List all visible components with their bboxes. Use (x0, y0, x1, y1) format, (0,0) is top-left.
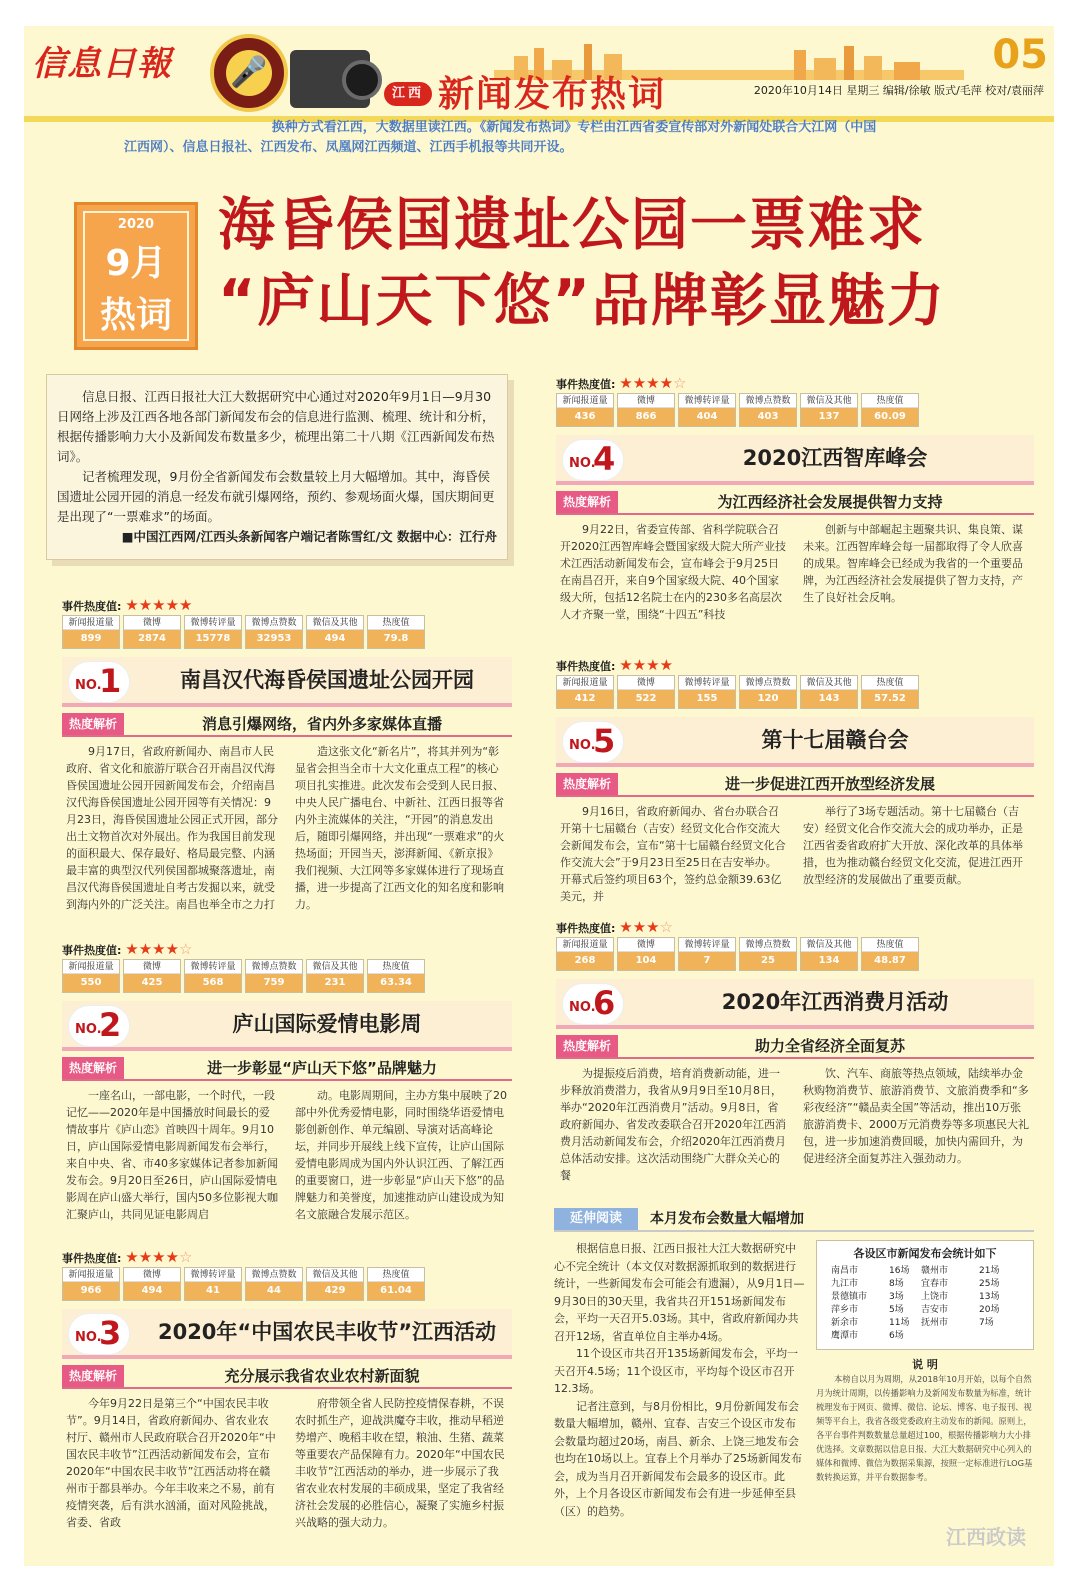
star-rating-icon: ★★★★★ (125, 596, 193, 614)
analysis-bar (62, 1055, 512, 1081)
stat-value: 25 (740, 952, 796, 970)
stat-value: 143 (801, 690, 857, 708)
heat-label: 事件热度值: (62, 944, 122, 957)
stat-cell (739, 675, 797, 709)
headline-line-2: “庐山天下悠”品牌彰显魅力 (218, 268, 946, 334)
stat-key: 新闻报道量 (63, 616, 119, 630)
city-count: 8场 (889, 1279, 904, 1289)
stat-cell (617, 675, 675, 709)
stat-cell (62, 959, 120, 993)
city-name: 萍乡市 (831, 1305, 859, 1315)
stat-value: 137 (801, 408, 857, 426)
star-empty-icon: ☆ (179, 1248, 193, 1266)
stat-cell (739, 393, 797, 427)
article-col-2: 动。电影周期间，主办方集中展映了20部中外优秀爱情电影，同时围绕华语爱情电影创新创作、单元编剧、导演对话高峰论坛，并同步开展线上线下宣传，让庐山国际爱情电影周成为国内外认识江西、了解江西的重要窗口，进一步彰显“庐山天下悠”的品牌魅力和美誉度，加速推动庐山建设成为知名文旅融合发展示范区。 (295, 1089, 507, 1221)
analysis-bar (556, 771, 1034, 797)
rank-title-bar (62, 1309, 512, 1359)
stat-key: 微博点赞数 (246, 616, 302, 630)
rank-title-bar (62, 657, 512, 707)
stat-key: 微博 (124, 616, 180, 630)
city-stats-box (816, 1240, 1034, 1350)
article-body (556, 521, 1034, 641)
extended-reading-body (554, 1240, 806, 1520)
analysis-bar (556, 489, 1034, 515)
article-col-2: 举行了3场专题活动。第十七届赣台（吉安）经贸文化合作交流大会的成功举办，正是江西省委省政府扩大开放、深化改革的具体举措，也为推动赣台经贸文化交流，促进江西开放型经济的发展做出了重要贡献。 (803, 805, 1023, 886)
stat-cell (800, 393, 858, 427)
stat-key: 新闻报道量 (63, 1268, 119, 1282)
stat-cell (184, 1267, 242, 1301)
headline-line-1: 海昏侯国遗址公园一票难求 (218, 192, 926, 258)
analysis-tag: 热度解析 (62, 713, 124, 735)
analysis-bar (62, 711, 512, 737)
article-4 (556, 374, 1034, 641)
stats-table (556, 675, 1034, 709)
heat-label: 事件热度值: (556, 660, 616, 673)
article-title: 2020年江西消费月活动 (721, 990, 949, 1014)
article-1 (62, 596, 512, 981)
stat-cell (800, 675, 858, 709)
stat-cell (556, 675, 614, 709)
city-name: 赣州市 (921, 1266, 949, 1276)
stat-cell (678, 675, 736, 709)
stat-key: 微博转评量 (185, 616, 241, 630)
stat-cell (367, 1267, 425, 1301)
article-subtitle: 进一步彰显“庐山天下悠”品牌魅力 (207, 1059, 437, 1077)
stat-key: 热度值 (862, 394, 918, 408)
city-name: 景德镇市 (831, 1292, 868, 1302)
stat-key: 微信及其他 (307, 1268, 363, 1282)
dateline: 2020年10月14日 星期三 编辑/徐敏 版式/毛萍 校对/袁丽萍 (753, 84, 1044, 97)
stat-value: 2874 (124, 630, 180, 648)
stat-cell (367, 615, 425, 649)
city-name: 鹰潭市 (831, 1331, 859, 1341)
stat-value: 412 (557, 690, 613, 708)
stat-value: 268 (557, 952, 613, 970)
stat-cell (245, 1267, 303, 1301)
analysis-tag: 热度解析 (556, 773, 618, 795)
stat-key: 热度值 (862, 676, 918, 690)
stat-cell (123, 959, 181, 993)
stat-key: 微博点赞数 (740, 938, 796, 952)
rank-badge (68, 661, 130, 703)
analysis-bar (556, 1033, 1034, 1059)
rank-title-bar (556, 717, 1034, 767)
star-empty-icon: ☆ (673, 374, 687, 392)
city-name: 上饶市 (921, 1292, 949, 1302)
rank-label: NO. (75, 1330, 102, 1345)
badge-year: 2020 (117, 217, 155, 232)
stat-value: 57.52 (862, 690, 918, 708)
hotword-badge (74, 202, 198, 350)
ext-p1: 根据信息日报、江西日报社大江大数据研究中心不完全统计（本文仅对数据源抓取到的数据进行统计，一些新闻发布会可能会有遗漏），从9月1日—9月30日的30天里，我省共召开151场新闻发布会，平均一天召开5.03场。其中，省政府新闻办共召开12场，省直单位自主举办4场。 (554, 1242, 805, 1343)
stat-key: 微博 (618, 676, 674, 690)
city-count: 5场 (889, 1305, 904, 1315)
heat-rating (556, 918, 1034, 936)
camera-icon (290, 50, 370, 108)
stat-cell (123, 615, 181, 649)
stat-value: 79.8 (368, 630, 424, 648)
heat-rating (62, 940, 512, 958)
stat-value: 60.09 (862, 408, 918, 426)
stat-value: 63.34 (368, 974, 424, 992)
city-stats-title: 各设区市新闻发布会统计如下 (853, 1247, 997, 1260)
stat-cell (62, 1267, 120, 1301)
rank-number: 2 (99, 1006, 122, 1044)
stat-key: 新闻报道量 (63, 960, 119, 974)
stat-key: 新闻报道量 (557, 676, 613, 690)
news-release-emblem (210, 34, 288, 112)
stat-key: 微博 (124, 1268, 180, 1282)
rank-label: NO. (75, 678, 102, 693)
stat-key: 微信及其他 (801, 676, 857, 690)
masthead-logo: 信息日報 (32, 44, 172, 84)
stat-value: 550 (63, 974, 119, 992)
rank-label: NO. (75, 1022, 102, 1037)
section-title: 新闻发布热词 (438, 74, 667, 115)
stat-key: 微博点赞数 (740, 676, 796, 690)
stat-value: 866 (618, 408, 674, 426)
extended-reading-title: 本月发布会数量大幅增加 (650, 1211, 804, 1227)
stat-key: 微博点赞数 (740, 394, 796, 408)
note-title: 说 明 (912, 1358, 938, 1371)
stats-table (62, 959, 512, 993)
badge-month: 9月 (105, 243, 167, 284)
heat-rating (556, 374, 1034, 392)
heat-label: 事件热度值: (556, 922, 616, 935)
article-title: 南昌汉代海昏侯国遗址公园开园 (180, 668, 474, 692)
article-2 (62, 940, 512, 1271)
star-rating-icon: ★★★★ (619, 374, 674, 392)
watermark: 江西政读 (946, 1525, 1026, 1549)
stat-key: 微博转评量 (679, 394, 735, 408)
stat-value: 44 (246, 1282, 302, 1300)
stat-value: 759 (246, 974, 302, 992)
methodology-note: 本榜自以月为周期，从2018年10月开始，以每个自然月为统计周期，以传播影响力及新闻发布数量为标准，统计梳理发布于网页、微博、微信、论坛、博客、电子报刊、视频等平台上，我省各级党委政府主动发布的新闻。原则上，各平台事件判数数量总量超过100，根据传播影响力大小排优选择。文章数据以信息日报、大江大数据研究中心列入的媒体和微博、微信为数据采集源，按照一定标准进行LOG基数转换运算，并平台数据参考。 (816, 1374, 1033, 1482)
stat-value: 404 (679, 408, 735, 426)
stat-value: 494 (124, 1282, 180, 1300)
city-name: 新余市 (831, 1318, 859, 1328)
article-5 (556, 656, 1034, 923)
stat-key: 微博 (124, 960, 180, 974)
star-empty-icon: ☆ (659, 918, 674, 936)
heat-rating (62, 596, 512, 614)
city-count: 6场 (889, 1331, 904, 1341)
article-col-1: 为提振疫后消费，培育消费新动能，进一步释放消费潜力，我省从9月9日至10月8日，举办“2020年江西消费月”活动。9月8日，省政府新闻办、省发改委联合召开2020年江西消费月活动新闻发布会，介绍2020年江西消费月总体活动安排。这次活动围绕广大群众关心的餐 (560, 1067, 786, 1182)
stat-key: 微博转评量 (185, 1268, 241, 1282)
analysis-bar (62, 1363, 512, 1389)
rank-title-bar (556, 435, 1034, 485)
stat-value: 41 (185, 1282, 241, 1300)
stat-cell (617, 393, 675, 427)
rank-number: 5 (593, 722, 616, 760)
city-count: 25场 (979, 1279, 1000, 1289)
analysis-tag: 热度解析 (556, 1035, 618, 1057)
stat-value: 15778 (185, 630, 241, 648)
stat-cell (739, 937, 797, 971)
stat-value: 104 (618, 952, 674, 970)
stat-value: 429 (307, 1282, 363, 1300)
city-count: 21场 (979, 1266, 1000, 1276)
stat-key: 微信及其他 (307, 616, 363, 630)
article-body (556, 803, 1034, 923)
article-body (62, 1395, 512, 1566)
article-subtitle: 进一步促进江西开放型经济发展 (724, 775, 935, 793)
analysis-tag: 热度解析 (556, 491, 618, 513)
stat-cell (245, 615, 303, 649)
stat-cell (617, 937, 675, 971)
region-badge: 江西 (384, 82, 432, 106)
stat-value: 522 (618, 690, 674, 708)
article-col-1: 一座名山，一部电影，一个时代，一段记忆——2020年是中国播放时间最长的爱情故事片《庐山恋》首映四十周年。9月10日，庐山国际爱情电影周新闻发布会举行，来自中央、省、市40多家媒体记者参加新闻发布会。9月20日至26日，庐山国际爱情电影周在庐山盛大举行，国内50多位影视大咖汇聚庐山，共同见证电影周启 (66, 1089, 278, 1221)
rank-number: 4 (593, 440, 616, 478)
city-count: 20场 (979, 1305, 1000, 1315)
article-6 (556, 918, 1034, 1185)
extended-reading-tag: 延伸阅读 (554, 1208, 638, 1230)
article-subtitle: 消息引爆网络，省内外多家媒体直播 (201, 715, 442, 733)
rank-number: 3 (99, 1314, 122, 1352)
lead-credit: ■中国江西网/江西头条新闻客户端记者陈雪红/文 数据中心：江行舟 (121, 529, 497, 544)
city-name: 抚州市 (921, 1318, 949, 1328)
heat-rating (556, 656, 1034, 674)
rank-label: NO. (569, 456, 596, 471)
article-col-2: 府带领全省人民防控疫情保春耕，不误农时抓生产，迎战洪魔夺丰收，推动早稻逆势增产、晚稻丰收在望，粮油、生猪、蔬菜等重要农产品保障有力。2020年“中国农民丰收节”江西活动的举办，进一步展示了我省农业农村发展的丰硕成果，坚定了我省经济社会发展的必胜信心，凝聚了实施乡村振兴战略的强大动力。 (295, 1397, 505, 1529)
article-col-2: 创新与中部崛起主题聚共识、集良策、谋未来。江西智库峰会每一届都取得了令人欣喜的成果。智库峰会已经成为我省的一个重要品牌，为江西经济社会发展提供了智力支持，产生了良好社会反响。 (803, 523, 1023, 604)
rank-badge (68, 1005, 130, 1047)
intro-line-2: 江西网）、信息日报社、江西发布、凤凰网江西频道、江西手机报等共同开设。 (124, 140, 573, 155)
stat-key: 微信及其他 (307, 960, 363, 974)
stat-cell (306, 959, 364, 993)
microphone-icon: 🎤 (226, 50, 272, 96)
article-col-2: 造这张文化“新名片”，将其并列为“彰显省会担当全市十大文化重点工程”的核心项目扎实推进。此次发布会受到人民日报、中央人民广播电台、中新社、江西日报等省内外主流媒体的关注，“开园”的消息发出后，随即引爆网络，并出现“一票难求”的火热场面；开园当天，澎湃新闻、《新京报》我们视频、大江网等多家媒体进行了现场直播，进一步提高了江西文化的知名度和影响力。 (295, 745, 505, 911)
stat-cell (861, 393, 919, 427)
stat-value: 120 (740, 690, 796, 708)
city-name: 南昌市 (831, 1266, 859, 1276)
article-subtitle: 为江西经济社会发展提供智力支持 (717, 493, 943, 511)
analysis-tag: 热度解析 (62, 1365, 124, 1387)
stat-key: 新闻报道量 (557, 938, 613, 952)
stat-key: 微博 (618, 938, 674, 952)
city-stats-grid (831, 1265, 1033, 1343)
stat-cell (306, 615, 364, 649)
stat-key: 热度值 (368, 616, 424, 630)
article-col-1: 9月17日，省政府新闻办、南昌市人民政府、省文化和旅游厅联合召开南昌汉代海昏侯国遗址公园开园新闻发布会，介绍南昌汉代海昏侯国遗址公园开园等有关情况：9月23日，海昏侯国遗址公园正式开园，部分出土文物首次对外展出。作为我国目前发现的面积最大、保存最好、格局最完整、内涵最丰富的典型汉代列侯国都城聚落遗址，南昌汉代海昏侯国遗址自考古发掘以来，就受到海内外的广泛关注。南昌也举全市之力打 (66, 745, 278, 911)
stat-cell (800, 937, 858, 971)
lead-p2: 记者梳理发现，9月份全省新闻发布会数量较上月大幅增加。其中，海昏侯国遗址公园开园的消息一经发布就引爆网络，预约、参观场面火爆，国庆期间更是出现了“一票难求”的场面。 (57, 469, 495, 524)
stat-value: 899 (63, 630, 119, 648)
stat-cell (861, 937, 919, 971)
article-col-1: 9月22日，省委宣传部、省科学院联合召开2020江西智库峰会暨国家级大院大所产业技术江西活动新闻发布会，宣布峰会于9月25日在南昌召开，来自9个国家级大院、40个国家级大所，包括12名院士在内的230多名高层次人才齐聚一堂，围绕“十四五”科技 (560, 523, 786, 621)
heat-label: 事件热度值: (62, 600, 122, 613)
article-title: 2020江西智库峰会 (742, 446, 928, 470)
stat-value: 436 (557, 408, 613, 426)
rank-badge (68, 1313, 130, 1355)
stat-key: 微博点赞数 (246, 1268, 302, 1282)
city-name: 九江市 (831, 1279, 859, 1289)
city-count: 3场 (889, 1292, 904, 1302)
ext-p3: 记者注意到，与8月份相比，9月份新闻发布会数量大幅增加，赣州、宜春、吉安三个设区市发布会数量均超过20场，南昌、新余、上饶三地发布会也均在10场以上。宜春上个月举办了25场新闻发布会，成为当月召开新闻发布会最多的设区市。此外，上个月各设区市新闻发布会有进一步延伸至县（区）的趋势。 (554, 1399, 802, 1518)
stat-key: 微博点赞数 (246, 960, 302, 974)
stat-cell (367, 959, 425, 993)
stat-value: 155 (679, 690, 735, 708)
stat-value: 494 (307, 630, 363, 648)
stat-key: 热度值 (368, 960, 424, 974)
article-body (556, 1065, 1034, 1185)
lead-p1: 信息日报、江西日报社大江大数据研究中心通过对2020年9月1日—9月30日网络上涉及江西各地各部门新闻发布会的信息进行监测、梳理、统计和分析，根据传播影响力大小及新闻发布数量多少，梳理出第二十八期《江西新闻发布热词》。 (57, 389, 495, 464)
article-title: 第十七届赣台会 (761, 728, 909, 752)
star-rating-icon: ★★★★ (125, 1248, 180, 1266)
stats-table (62, 1267, 512, 1301)
article-3 (62, 1248, 512, 1566)
stat-value: 425 (124, 974, 180, 992)
article-col-2: 饮、汽车、商旅等热点领域，陆续举办金秋购物消费节、旅游消费节、文旅消费季和“多彩夜经济”“赣品卖全国”等活动，推出10万张旅游消费卡、2000万元消费券等多项惠民大礼包，进一步加速消费回暖，加快内需回升，为促进经济全面复苏注入强劲动力。 (803, 1067, 1029, 1165)
city-count: 16场 (889, 1266, 910, 1276)
stat-value: 568 (185, 974, 241, 992)
city-name: 宜春市 (921, 1279, 949, 1289)
star-empty-icon: ☆ (179, 940, 193, 958)
article-body (62, 1087, 512, 1271)
stat-cell (123, 1267, 181, 1301)
city-name (921, 1330, 979, 1343)
stat-value: 7 (679, 952, 735, 970)
stat-cell (184, 615, 242, 649)
article-subtitle: 助力全省经济全面复苏 (754, 1037, 905, 1055)
stat-value: 966 (63, 1282, 119, 1300)
city-count (979, 1330, 1011, 1343)
newspaper-page (24, 26, 1054, 1566)
stat-key: 热度值 (862, 938, 918, 952)
stat-value: 134 (801, 952, 857, 970)
heat-label: 事件热度值: (62, 1252, 122, 1265)
stats-table (556, 393, 1034, 427)
rank-badge (562, 721, 624, 763)
stat-cell (678, 937, 736, 971)
rank-number: 1 (99, 662, 122, 700)
rank-badge (562, 983, 624, 1025)
stat-key: 微博转评量 (679, 938, 735, 952)
stat-key: 热度值 (368, 1268, 424, 1282)
stat-cell (245, 959, 303, 993)
stats-table (62, 615, 512, 649)
stat-cell (306, 1267, 364, 1301)
stat-value: 48.87 (862, 952, 918, 970)
city-name: 吉安市 (921, 1305, 949, 1315)
city-count: 11场 (889, 1318, 910, 1328)
city-count: 13场 (979, 1292, 1000, 1302)
lead-paragraph (46, 374, 508, 560)
stat-cell (184, 959, 242, 993)
stat-cell (861, 675, 919, 709)
analysis-tag: 热度解析 (62, 1057, 124, 1079)
article-col-1: 今年9月22日是第三个“中国农民丰收节”。9月14日，省政府新闻办、省农业农村厅、赣州市人民政府联合召开2020年“中国农民丰收节”江西活动新闻发布会，宣布2020年“中国农民丰收节”江西活动将在赣州市于都县举办。今年丰收来之不易，前有疫情突袭，后有洪水汹涌，面对风险挑战，省委、省政 (66, 1397, 276, 1529)
stat-value: 32953 (246, 630, 302, 648)
stat-cell (556, 393, 614, 427)
intro-line-1: 换种方式看江西，大数据里读江西。《新闻发布热词》专栏由江西省委宣传部对外新闻处联合大江网（中国 (271, 120, 877, 135)
stat-key: 微博转评量 (679, 676, 735, 690)
rank-badge (562, 439, 624, 481)
stat-key: 微信及其他 (801, 938, 857, 952)
article-title: 2020年“中国农民丰收节”江西活动 (157, 1320, 497, 1344)
rank-number: 6 (593, 984, 616, 1022)
stat-value: 403 (740, 408, 796, 426)
rank-title-bar (556, 979, 1034, 1029)
ext-p2: 11个设区市共召开135场新闻发布会，平均一天召开4.5场；11个设区市，平均每个设区市召开12.3场。 (554, 1347, 798, 1395)
stat-key: 微博 (618, 394, 674, 408)
rank-label: NO. (569, 1000, 596, 1015)
star-rating-icon: ★★★ (619, 918, 660, 936)
stats-table (556, 937, 1034, 971)
heat-rating (62, 1248, 512, 1266)
stat-cell (678, 393, 736, 427)
stat-cell (62, 615, 120, 649)
stat-key: 微信及其他 (801, 394, 857, 408)
rank-label: NO. (569, 738, 596, 753)
star-rating-icon: ★★★★ (619, 656, 674, 674)
page-number: 05 (992, 32, 1048, 78)
article-col-1: 9月16日，省政府新闻办、省台办联合召开第十七届赣台（吉安）经贸文化合作交流大会新闻发布会，宣布“第十七届赣台经贸文化合作交流大会”于9月23日至25日在吉安举办。开幕式后签约项目63个，签约总金额39.63亿美元，并 (560, 805, 786, 903)
city-count: 7场 (979, 1318, 994, 1328)
heat-label: 事件热度值: (556, 378, 616, 391)
rank-title-bar (62, 1001, 512, 1051)
badge-word: 热词 (99, 295, 172, 336)
stat-key: 微博转评量 (185, 960, 241, 974)
star-rating-icon: ★★★★ (125, 940, 180, 958)
article-title: 庐山国际爱情电影周 (232, 1012, 422, 1036)
stat-value: 61.04 (368, 1282, 424, 1300)
article-subtitle: 充分展示我省农业农村新面貌 (224, 1367, 420, 1385)
stat-cell (556, 937, 614, 971)
stat-key: 新闻报道量 (557, 394, 613, 408)
extended-reading-header (554, 1208, 1034, 1232)
stat-value: 231 (307, 974, 363, 992)
